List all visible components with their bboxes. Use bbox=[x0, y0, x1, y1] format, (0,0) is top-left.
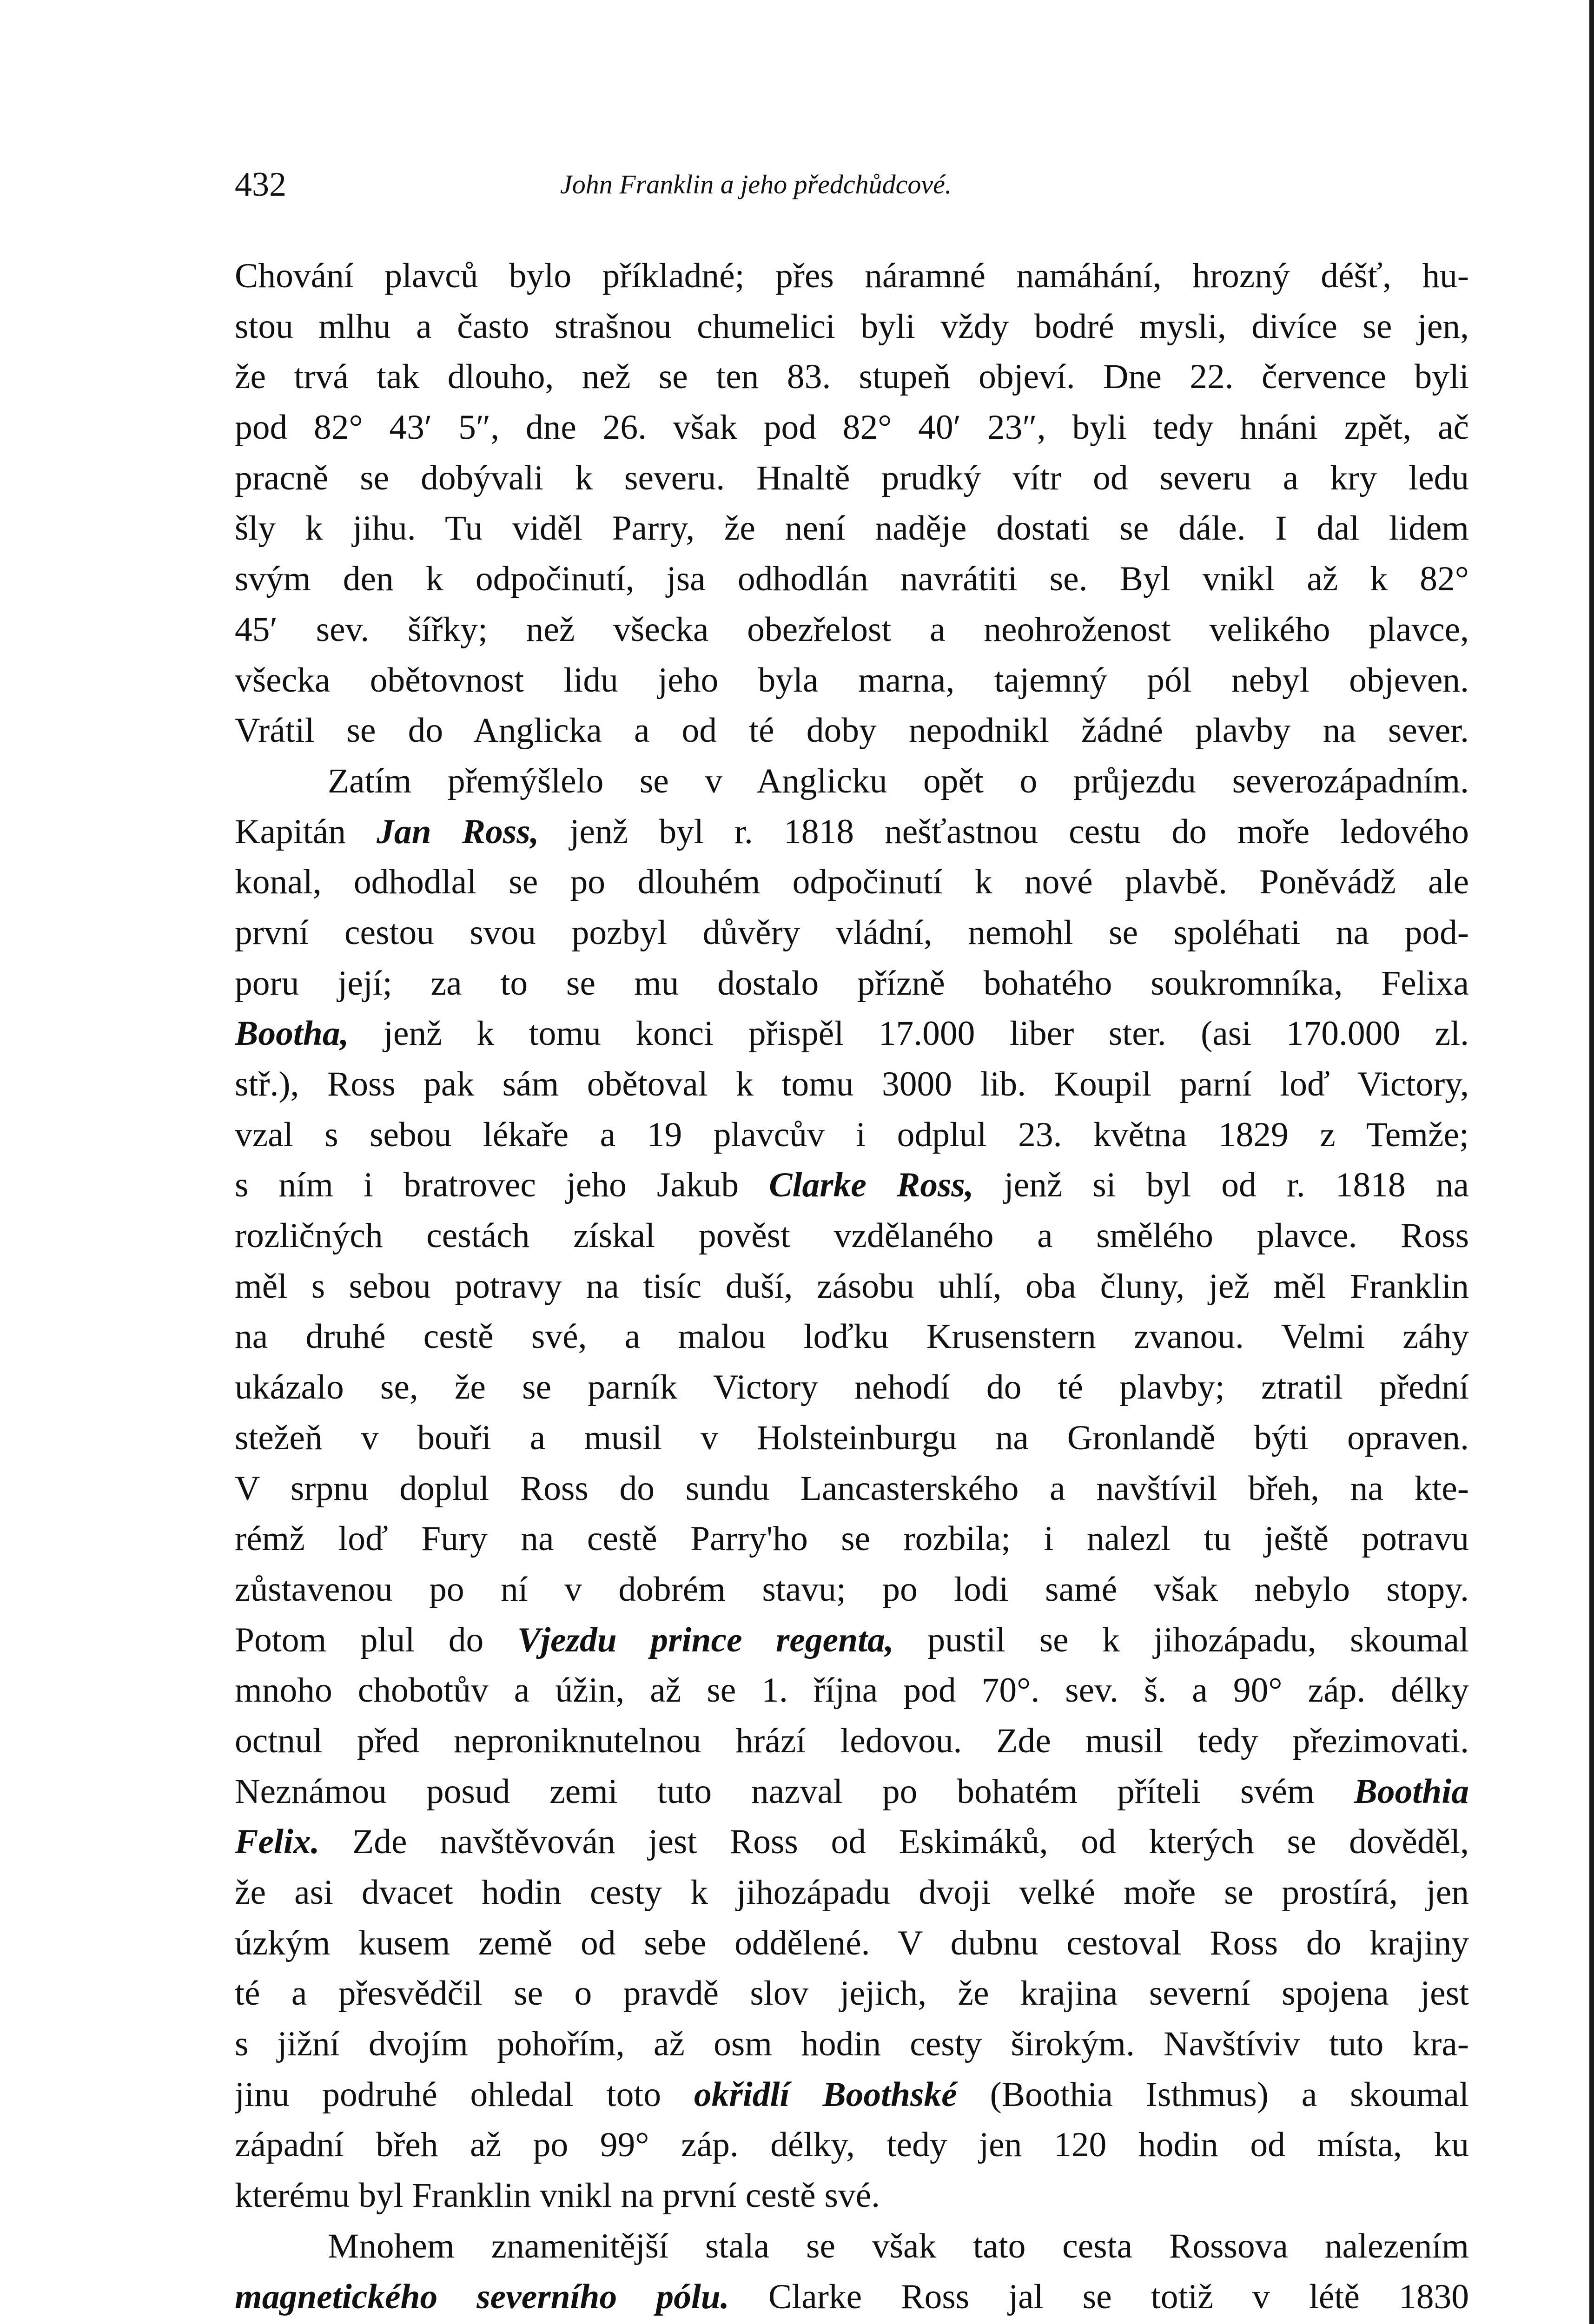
text-line: že asi dvacet hodin cesty k jihozápadu dvoji velké moře se prostírá, jen bbox=[235, 1873, 1469, 1912]
paragraph-start-line: Zatím přemýšlelo se v Anglicku opět o průjezdu severozápadním. bbox=[328, 761, 1469, 800]
text-line: vzal s sebou lékaře a 19 plavcův i odplul 23. května 1829 z Temže; bbox=[235, 1115, 1469, 1154]
text-line: rémž loď Fury na cestě Parry'ho se rozbila; i nalezl tu ještě potravu bbox=[235, 1519, 1469, 1558]
text-line: úzkým kusem země od sebe oddělené. V dubnu cestoval Ross do krajiny bbox=[235, 1923, 1469, 1962]
text-line: konal, odhodlal se po dlouhém odpočinutí k nové plavbě. Poněvádž ale bbox=[235, 863, 1469, 902]
text-line: pracně se dobývali k severu. Hnaltě prudký vítr od severu a kry ledu bbox=[235, 458, 1469, 497]
text-line: s ním i bratrovec jeho Jakub Clarke Ross, jenž si byl od r. 1818 na bbox=[235, 1166, 1469, 1205]
paragraph-start-line: Mnohem znamenitější stala se však tato cesta Rossova nalezením bbox=[328, 2226, 1469, 2265]
text-line: mnoho chobotův a úžin, až se 1. října pod 70°. sev. š. a 90° záp. délky bbox=[235, 1671, 1469, 1710]
text-line: té a přesvědčil se o pravdě slov jejich, že krajina severní spojena jest bbox=[235, 1974, 1469, 2013]
text-line: svým den k odpočinutí, jsa odhodlán navrátiti se. Byl vnikl až k 82° bbox=[235, 560, 1469, 599]
text-line: stežeň v bouři a musil v Holsteinburgu na Gronlandě býti opraven. bbox=[235, 1418, 1469, 1457]
text-line: západní břeh až po 99° záp. délky, tedy jen 120 hodin od místa, ku bbox=[235, 2126, 1469, 2165]
page-header bbox=[235, 167, 1118, 223]
text-line: stř.), Ross pak sám obětoval k tomu 3000 lib. Koupil parní loď Victory, bbox=[235, 1065, 1469, 1103]
text-line: V srpnu doplul Ross do sundu Lancasterského a navštívil břeh, na kte- bbox=[235, 1469, 1469, 1508]
text-line: poru její; za to se mu dostalo přízně bohatého soukromníka, Felixa bbox=[235, 964, 1469, 1003]
text-line: na druhé cestě své, a malou loďku Krusenstern zvanou. Velmi záhy bbox=[235, 1317, 1469, 1356]
text-line: jinu podruhé ohledal toto okřidlí Boothské (Boothia Isthmus) a skoumal bbox=[235, 2075, 1469, 2114]
text-line: Kapitán Jan Ross, jenž byl r. 1818 nešťastnou cestu do moře ledového bbox=[235, 812, 1469, 851]
text-line: pod 82° 43′ 5″, dne 26. však pod 82° 40′ 23″, byli tedy hnáni zpět, ač bbox=[235, 408, 1469, 447]
text-line: octnul před neproniknutelnou hrází ledovou. Zde musil tedy přezimovati. bbox=[235, 1721, 1469, 1760]
text-line: že trvá tak dlouho, než se ten 83. stupeň objeví. Dne 22. července byli bbox=[235, 357, 1469, 396]
text-line: ukázalo se, že se parník Victory nehodí do té plavby; ztratil přední bbox=[235, 1368, 1469, 1407]
text-line: Neznámou posud zemi tuto nazval po bohatém příteli svém Boothia bbox=[235, 1772, 1469, 1811]
text-line: 45′ sev. šířky; než všecka obezřelost a neohroženost velikého plavce, bbox=[235, 610, 1469, 649]
running-title: John Franklin a jeho předchůdcové. bbox=[560, 169, 952, 199]
text-line: první cestou svou pozbyl důvěry vládní, nemohl se spoléhati na pod- bbox=[235, 913, 1469, 952]
text-line: zůstavenou po ní v dobrém stavu; po lodi samé však nebylo stopy. bbox=[235, 1570, 1469, 1609]
page-number: 432 bbox=[235, 165, 286, 204]
text-line: všecka obětovnost lidu jeho byla marna, tajemný pól nebyl objeven. bbox=[235, 660, 1469, 700]
text-line: s jižní dvojím pohořím, až osm hodin cesty širokým. Navštíviv tuto kra- bbox=[235, 2025, 1469, 2064]
text-line: šly k jihu. Tu viděl Parry, že není naděje dostati se dále. I dal lidem bbox=[235, 509, 1469, 548]
text-line: Potom plul do Vjezdu prince regenta, pustil se k jihozápadu, skoumal bbox=[235, 1620, 1469, 1659]
text-line: Bootha, jenž k tomu konci přispěl 17.000 liber ster. (asi 170.000 zl. bbox=[235, 1014, 1469, 1053]
text-line: Felix. Zde navštěvován jest Ross od Eskimáků, od kterých se dověděl, bbox=[235, 1822, 1469, 1862]
text-line: Chování plavců bylo příkladné; přes náramné namáhání, hrozný déšť, hu- bbox=[235, 257, 1469, 295]
paragraph-end-line: kterému byl Franklin vnikl na první cestě své. bbox=[235, 2176, 880, 2215]
text-line: rozličných cestách získal pověst vzdělaného a smělého plavce. Ross bbox=[235, 1216, 1469, 1255]
page-spine-edge bbox=[1589, 0, 1594, 2324]
text-line: magnetického severního pólu. Clarke Ross jal se totiž v létě 1830 bbox=[235, 2277, 1469, 2316]
body-text bbox=[235, 251, 1469, 2322]
text-line: Vrátil se do Anglicka a od té doby nepodnikl žádné plavby na sever. bbox=[235, 711, 1469, 750]
text-line: měl s sebou potravy na tisíc duší, zásobu uhlí, oba čluny, jež měl Franklin bbox=[235, 1267, 1469, 1306]
text-line: stou mlhu a často strašnou chumelici byli vždy bodré mysli, divíce se jen, bbox=[235, 307, 1469, 346]
